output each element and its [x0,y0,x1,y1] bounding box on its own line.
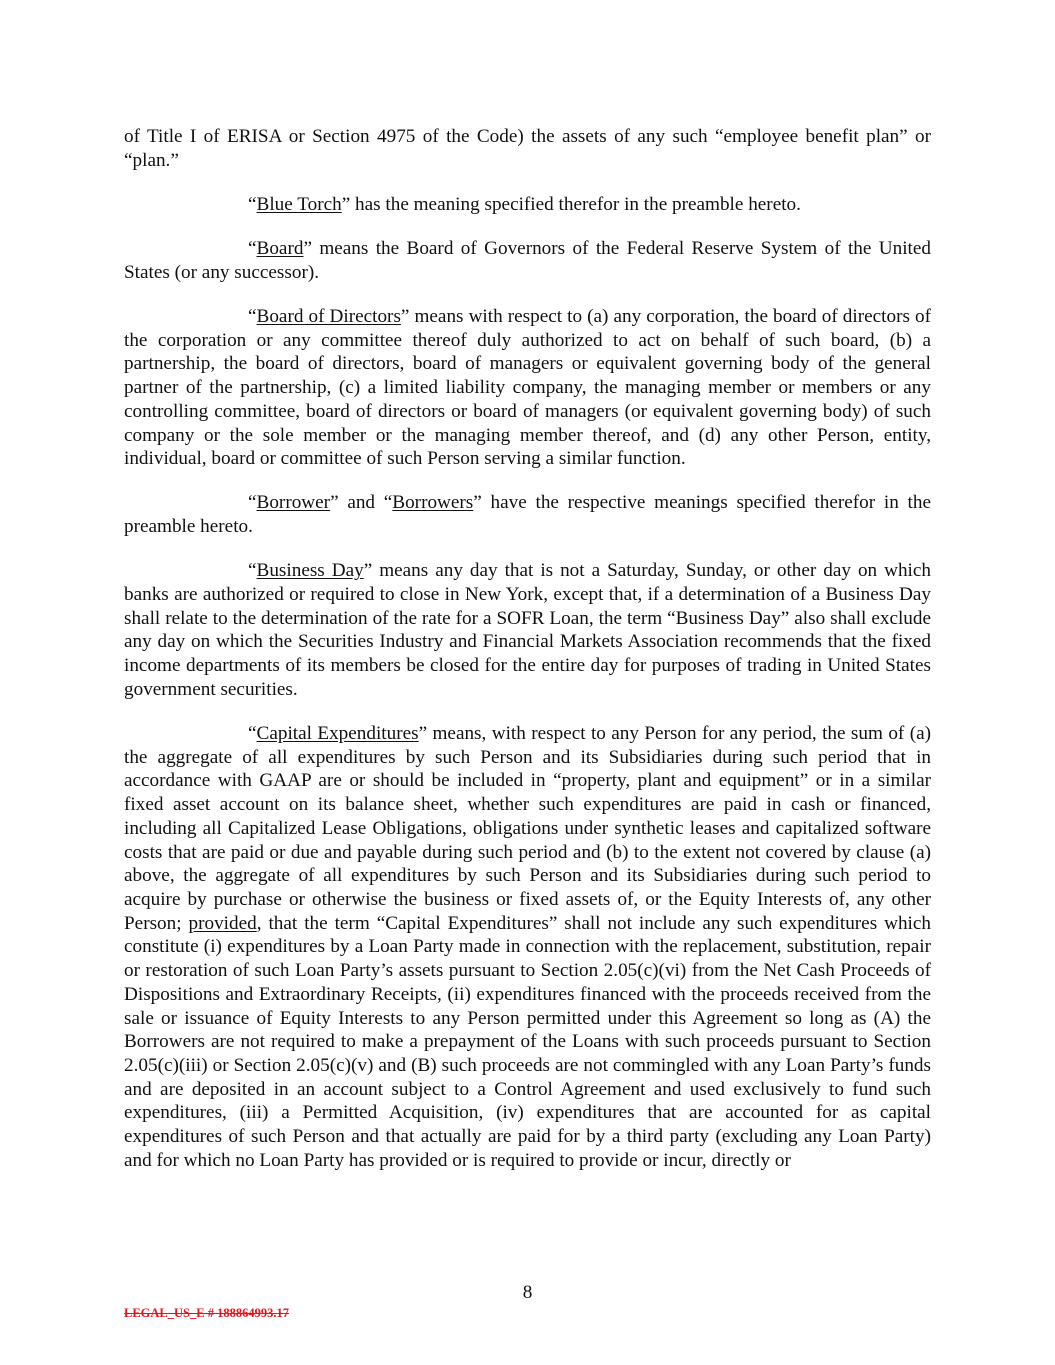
paragraph-text: “ [248,492,257,514]
defined-term: Borrowers [392,492,474,514]
definition-paragraph [124,722,931,1172]
defined-term: Board [256,238,304,260]
paragraph-text: ” means any day that is not a Saturday, Sunday, or other day on which banks are authorized or required to close in New York, except that, if a determination of a Business Day shall relate to the determination of the rate for a SOFR Loan, the term “Business Day” also shall exclude any day on which the Securities Industry and Financial Markets Association recommends that the fixed income departments of its members be closed for the entire day for purposes of trading in United States government securities. [124,560,932,700]
paragraph-text: ” have the respective meanings specified therefor in the preamble hereto. [124,492,931,538]
definition-paragraph [124,559,931,701]
definition-paragraph [124,193,931,217]
paragraph-text: ” means with respect to (a) any corporation, the board of directors of the corporation or any committee thereof duly authorized to act on behalf of such board, (b) a partnership, the board of directors, board of managers or equivalent governing body of the general partner of the partnership, (c) a limited liability company, the managing member or members or any controlling committee, board of directors or board of managers (or equivalent governing body) of such company or the sole member or the managing member thereof, and (d) any other Person, entity, individual, board or committee of such Person serving a similar function. [124,306,931,470]
defined-term: provided [188,912,257,934]
paragraph-text: ” and “ [330,492,393,514]
paragraph-text: “ [248,193,257,215]
document-id-footer: LEGAL_US_E # 188864993.17 [124,1306,289,1320]
defined-term: Capital Expenditures [256,723,419,745]
paragraph-text: , that the term “Capital Expenditures” shall not include any such expenditures which constitute (i) expenditures by a Loan Party made in connection with the replacement, substitution, repair or restoration of such Loan Party’s assets pursuant to Section 2.05(c)(vi) from the Net Cash Proceeds of Dispositions and Extraordinary Receipts, (ii) expenditures financed with the proceeds received from the sale or issuance of Equity Interests to any Person permitted under this Agreement so long as (A) the Borrowers are not required to make a prepayment of the Loans with such proceeds pursuant to Section 2.05(c)(iii) or Section 2.05(c)(v) and (B) such proceeds are not commingled with any Loan Party’s funds and are deposited in an account subject to a Control Agreement and used exclusively to fund such expenditures, (iii) a Permitted Acquisition, (iv) expenditures that are accounted for as capital expenditures of such Person and that actually are paid for by a third party (excluding any Loan Party) and for which no Loan Party has provided or is required to provide or incur, directly or [124,912,931,1171]
defined-term: Business Day [256,560,364,582]
defined-term: Blue Torch [256,193,342,215]
definition-paragraph [124,125,931,172]
paragraph-text: “ [248,723,257,745]
defined-term: Board of Directors [256,306,401,328]
paragraph-text: “ [248,306,257,328]
page-number: 8 [522,1282,533,1303]
document-body [124,125,931,1193]
paragraph-text: ” means the Board of Governors of the Federal Reserve System of the United States (or any successor). [124,238,931,283]
definition-paragraph [124,305,931,471]
paragraph-text: ” has the meaning specified therefor in the preamble hereto. [341,193,801,215]
paragraph-text: “ [248,238,257,260]
definition-paragraph [124,491,931,538]
paragraph-text: of Title I of ERISA or Section 4975 of the Code) the assets of any such “employee benefit plan” or “plan.” [124,126,931,171]
paragraph-text: ” means, with respect to any Person for any period, the sum of (a) the aggregate of all expenditures by such Person and its Subsidiaries during such period that in accordance with GAAP are or should be included in “property, plant and equipment” or in a similar fixed asset account on its balance sheet, whether such expenditures are paid in cash or financed, including all Capitalized Lease Obligations, obligations under synthetic leases and capitalized software costs that are paid or due and payable during such period and (b) to the extent not covered by clause (a) above, the aggregate of all expenditures by such Person and its Subsidiaries during such period to acquire by purchase or otherwise the business or fixed assets of, or the Equity Interests of, any other Person; [124,723,931,934]
defined-term: Borrower [256,492,331,514]
definition-paragraph [124,237,931,284]
paragraph-text: “ [248,560,257,582]
